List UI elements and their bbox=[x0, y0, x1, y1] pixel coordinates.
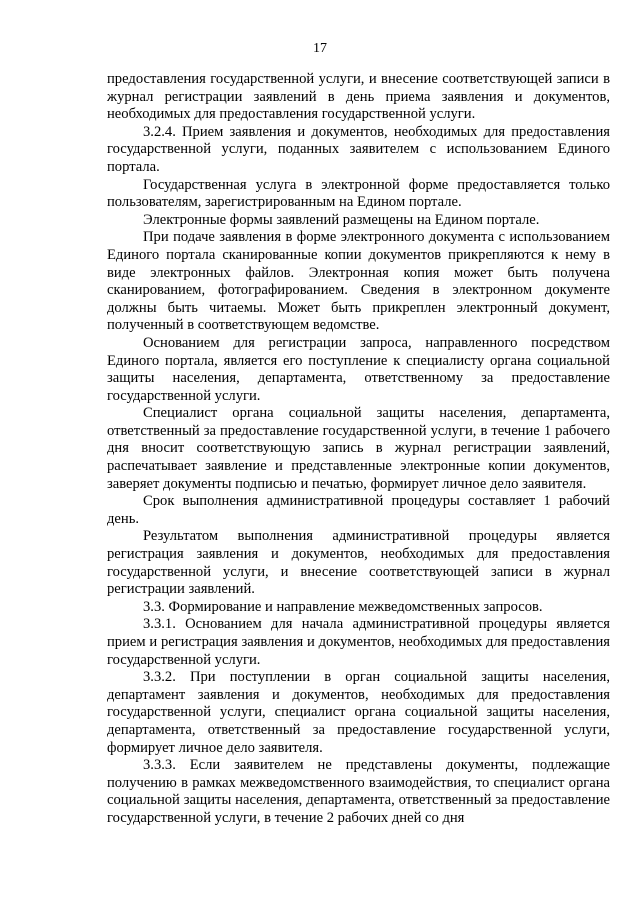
paragraph-electronic-service: Государственная услуга в электронной форме предоставляется только пользователям, зарегистрированным на Едином портале. bbox=[107, 176, 610, 211]
paragraph-3-2-4: 3.2.4. Прием заявления и документов, необходимых для предоставления государственной услуги, поданных заявителем с использованием Единого портала. bbox=[107, 123, 610, 175]
paragraph-procedure-result: Результатом выполнения административной процедуры является регистрация заявления и документов, необходимых для предоставления государственной услуги, и внесение соответствующей записи в журнал регистрации заявлений. bbox=[107, 528, 610, 598]
paragraph-registration-basis: Основанием для регистрации запроса, направленного посредством Единого портала, является его поступление к специалисту органа социальной защиты населения, департамента, ответственному за предоставление государственной услуги. bbox=[107, 334, 610, 404]
paragraph-3-3-2: 3.3.2. При поступлении в орган социальной защиты населения, департамент заявления и документов, необходимых для предоставления государственной услуги, специалист органа социальной защиты населения, департамента, ответственный за предоставление государственной услуги, формирует личное дело заявителя. bbox=[107, 669, 610, 756]
paragraph-3-3-1: 3.3.1. Основанием для начала административной процедуры является прием и регистрация заявления и документов, необходимых для предоставления государственной услуги. bbox=[107, 616, 610, 668]
paragraph-procedure-term: Срок выполнения административной процедуры составляет 1 рабочий день. bbox=[107, 493, 610, 527]
document-body bbox=[107, 71, 610, 828]
paragraph-specialist-duties: Специалист органа социальной защиты населения, департамента, ответственный за предоставление государственной услуги, в течение 1 рабочего дня вносит соответствующую запись в журнал регистрации заявлений, распечатывает заявление и представленные электронные копии документов, заверяет документы подписью и печатью, формирует личное дело заявителя. bbox=[107, 405, 610, 492]
paragraph-continuation: предоставления государственной услуги, и внесение соответствующей записи в журнал регистрации заявлений в день приема заявления и документов, необходимых для предоставления государственной услуги. bbox=[107, 71, 610, 123]
section-heading-3-3: 3.3. Формирование и направление межведомственных запросов. bbox=[143, 598, 543, 615]
page-number: 17 bbox=[313, 41, 327, 56]
paragraph-3-3-3: 3.3.3. Если заявителем не представлены документы, подлежащие получению в рамках межведомственного взаимодействия, то специалист органа социальной защиты населения, департамента, ответственный за предоставление государственной услуги, в течение 2 рабочих дней со дня bbox=[107, 757, 610, 826]
paragraph-electronic-document: При подаче заявления в форме электронного документа с использованием Единого портала сканированные копии документов прикрепляются к нему в виде электронных файлов. Электронная копия может быть получена сканированием, фотографированием. Сведения в электронном документе должны быть читаемы. Может быть прикреплен электронный документ, полученный в соответствующем ведомстве. bbox=[107, 229, 610, 334]
paragraph-electronic-forms: Электронные формы заявлений размещены на Едином портале. bbox=[143, 211, 540, 228]
